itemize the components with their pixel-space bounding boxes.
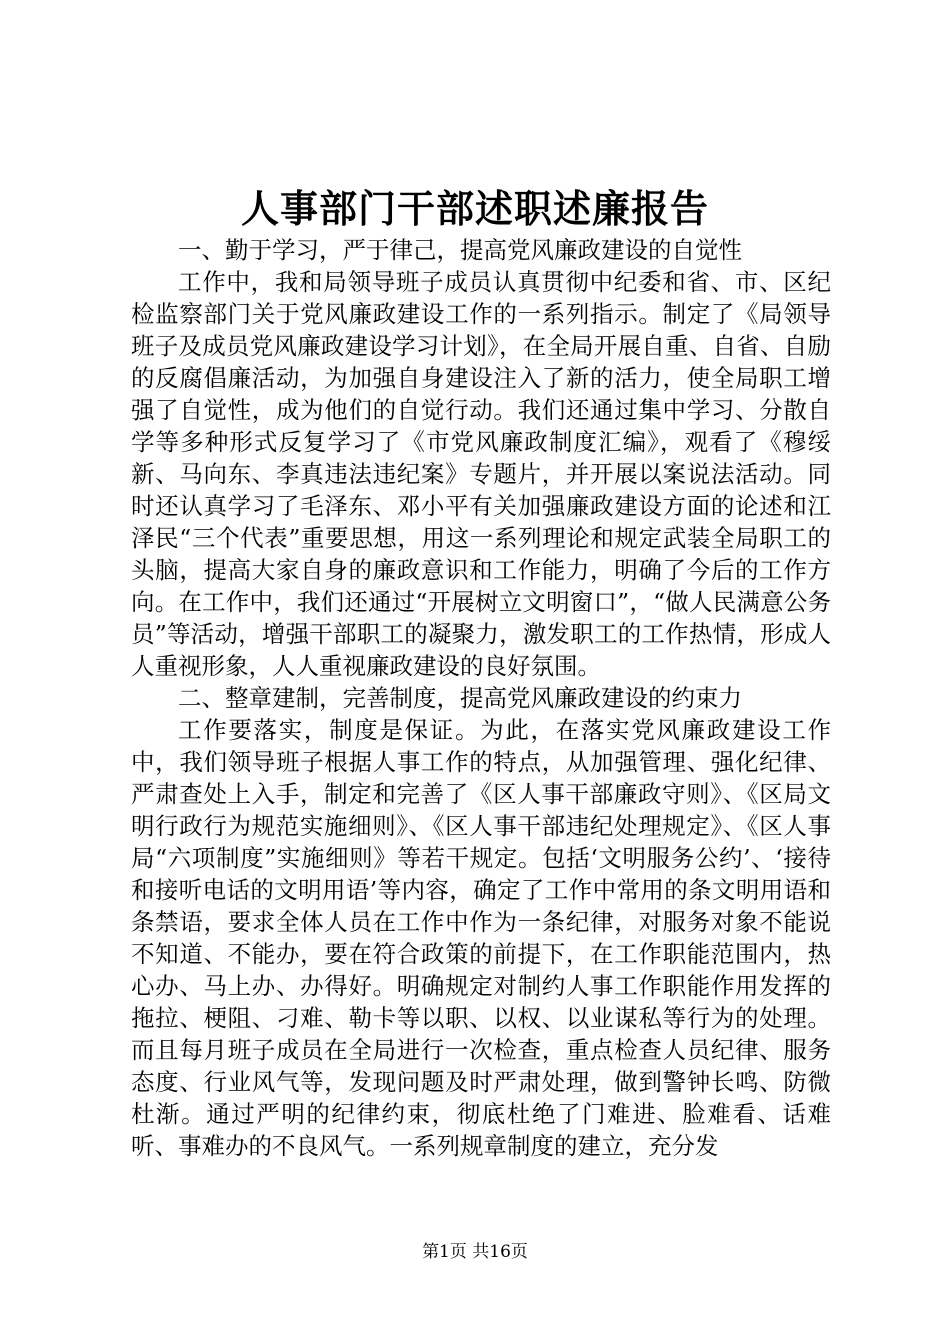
page-number-footer: 第1页 共16页 bbox=[422, 1242, 528, 1262]
document-title: 人事部门干部述职述廉报告 bbox=[240, 186, 709, 231]
document-body bbox=[131, 234, 831, 1162]
section-heading-2: 二、整章建制，完善制度，提高党风廉政建设的约束力 bbox=[178, 684, 742, 712]
body-paragraph-2: 工作要落实，制度是保证。为此，在落实党风廉政建设工作中，我们领导班子根据人事工作的特点，从加强管理、强化纪律、严肃查处上入手，制定和完善了《区人事干部廉政守则》、《区局文明行政行为规范实施细则》、《区人事干部违纪处理规定》、《区人事局“六项制度”实施细则》等若干规定。包括‘文明服务公约’、‘接待和接听电话的文明用语’等内容，确定了工作中常用的条文明用语和条禁语，要求全体人员在工作中作为一条纪律，对服务对象不能说不知道、不能办，要在符合政策的前提下，在工作职能范围内，热心办、马上办、办得好。明确规定对制约人事工作职能作用发挥的拖拉、梗阻、刁难、勒卡等以职、以权、以业谋私等行为的处理。而且每月班子成员在全局进行一次检查，重点检查人员纪律、服务态度、行业风气等，发现问题及时严肃处理，做到警钟长鸣、防微杜渐。通过严明的纪律约束，彻底杜绝了门难进、脸难看、话难听、事难办的不良风气。一系列规章制度的建立，充分发 bbox=[131, 716, 831, 1160]
body-paragraph-1: 工作中，我和局领导班子成员认真贯彻中纪委和省、市、区纪检监察部门关于党风廉政建设工作的一系列指示。制定了《局领导班子及成员党风廉政建设学习计划》，在全局开展自重、自省、自励的反腐倡廉活动，为加强自身建设注入了新的活力，使全局职工增强了自觉性，成为他们的自觉行动。我们还通过集中学习、分散自学等多种形式反复学习了《市党风廉政制度汇编》，观看了《穆绥新、马向东、李真违法违纪案》专题片，并开展以案说法活动。同时还认真学习了毛泽东、邓小平有关加强廉政建设方面的论述和江泽民“三个代表”重要思想，用这一系列理论和规定武装全局职工的头脑，提高大家自身的廉政意识和工作能力，明确了今后的工作方向。在工作中，我们还通过“开展树立文明窗口”，“做人民满意公务员”等活动，增强干部职工的凝聚力，激发职工的工作热情，形成人人重视形象，人人重视廉政建设的良好氛围。 bbox=[131, 268, 831, 680]
section-heading-1: 一、勤于学习，严于律己，提高党风廉政建设的自觉性 bbox=[178, 236, 742, 264]
